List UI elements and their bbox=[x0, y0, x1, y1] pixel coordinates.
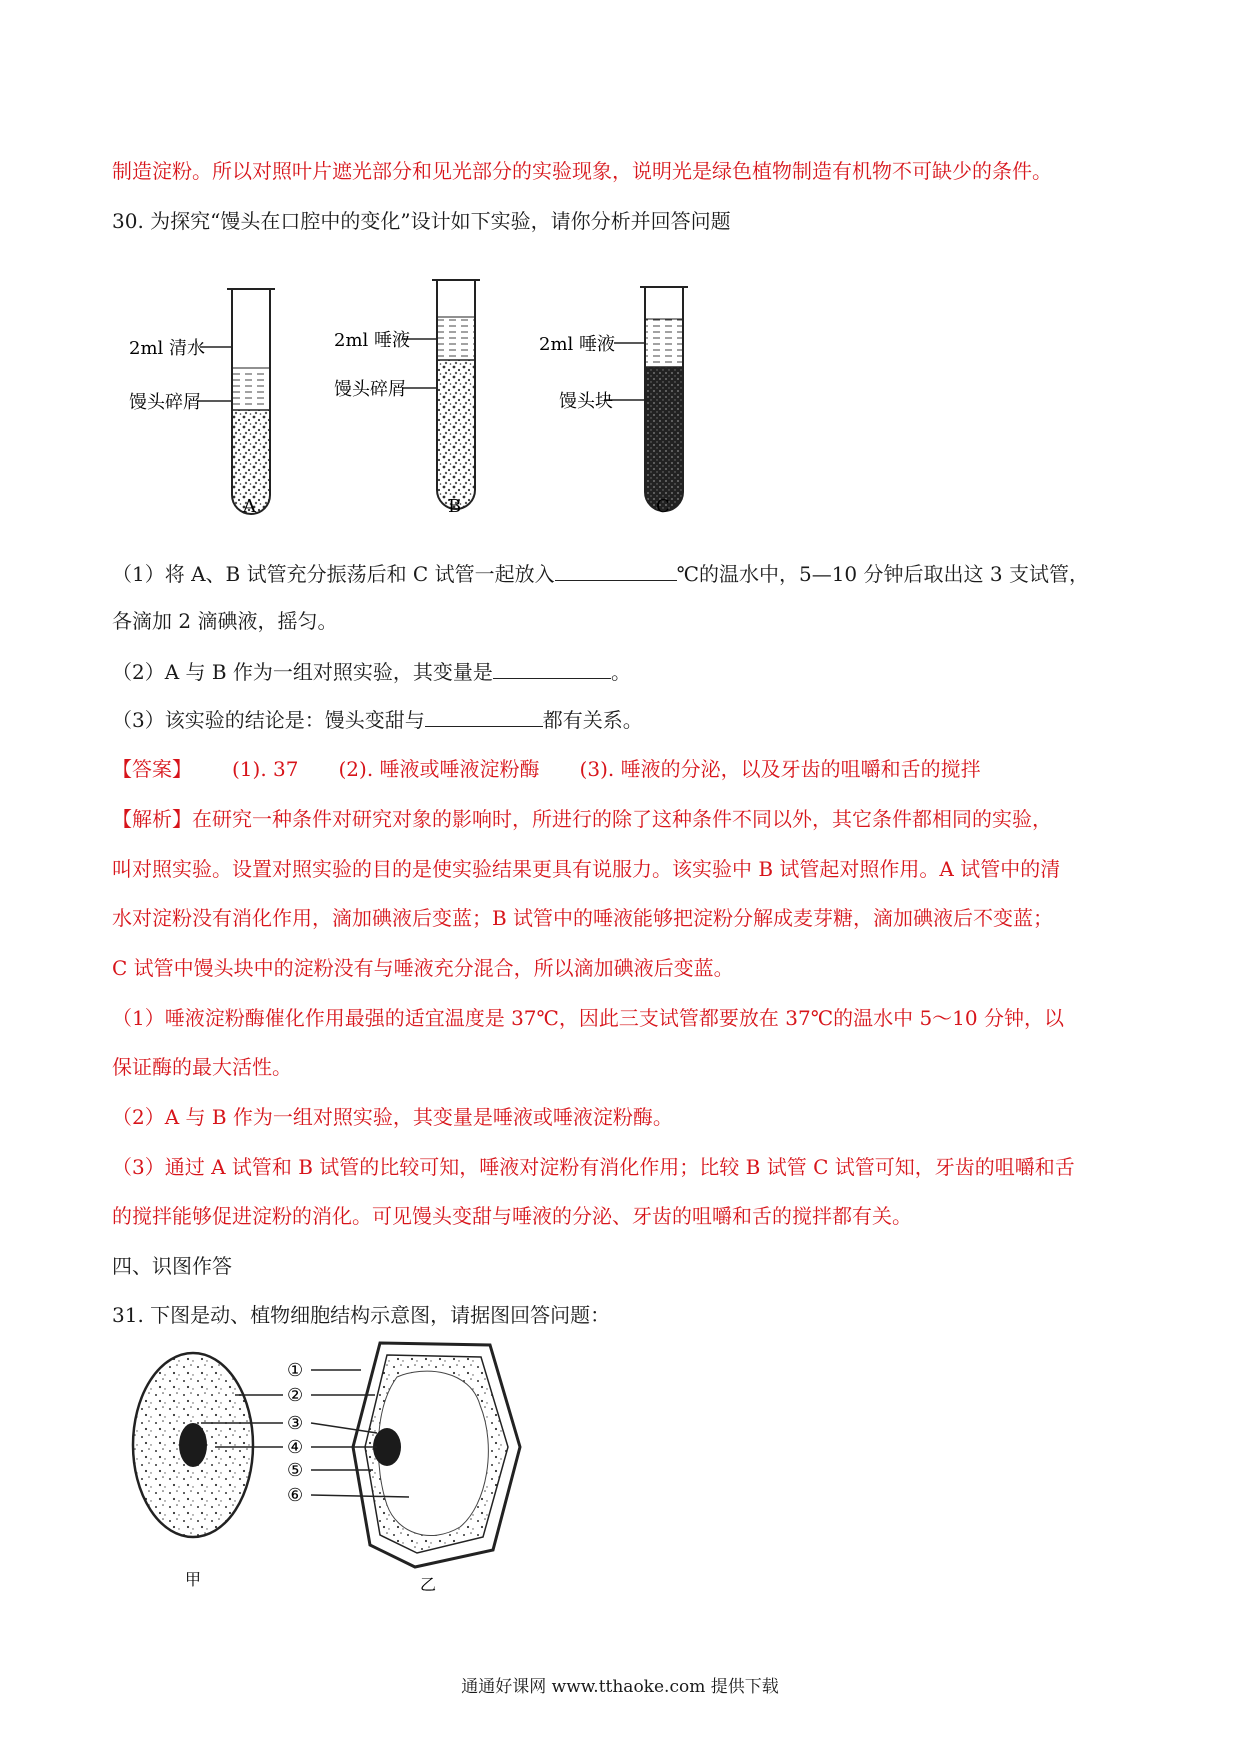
q30-sub1-line1 bbox=[112, 560, 1089, 587]
q30-sub1-text-b: ℃的温水中，5—10 分钟后取出这 3 支试管， bbox=[676, 562, 1089, 586]
animal-cell bbox=[133, 1353, 253, 1537]
analysis-line-4: C 试管中馒头块中的淀粉没有与唾液充分混合，所以滴加碘液后变蓝。 bbox=[112, 956, 734, 980]
tube-a-solid-label: 馒头碎屑 bbox=[129, 392, 201, 413]
tube-b-letter: B bbox=[448, 496, 462, 517]
section-4-heading: 四、识图作答 bbox=[112, 1254, 232, 1278]
q30-sub3-text-b: 都有关系。 bbox=[542, 708, 643, 732]
analysis-line-7: （2）A 与 B 作为一组对照实验，其变量是唾液或唾液淀粉酶。 bbox=[112, 1105, 673, 1129]
marker-1: ① bbox=[287, 1360, 304, 1381]
answer-tag: 【答案】 bbox=[112, 757, 192, 781]
marker-3: ③ bbox=[287, 1413, 304, 1434]
answer-1: (1). 37 bbox=[232, 757, 299, 781]
q30-sub3-blank[interactable] bbox=[425, 706, 543, 727]
q30-stem: 30. 为探究“馒头在口腔中的变化”设计如下实验，请你分析并回答问题 bbox=[112, 209, 731, 233]
tube-c bbox=[604, 287, 688, 511]
plant-cell bbox=[353, 1343, 520, 1567]
marker-5: ⑤ bbox=[287, 1460, 304, 1481]
answer-2: (2). 唾液或唾液淀粉酶 bbox=[338, 757, 540, 781]
tube-b bbox=[402, 280, 480, 509]
q30-sub2-blank[interactable] bbox=[493, 658, 611, 679]
tube-a-liquid-label: 2ml 清水 bbox=[129, 338, 205, 359]
analysis-tag: 【解析】 bbox=[112, 807, 192, 831]
q30-sub1-text-a: （1）将 A、B 试管充分振荡后和 C 试管一起放入 bbox=[112, 562, 555, 586]
animal-cell-label: 甲 bbox=[185, 1570, 202, 1589]
marker-2: ② bbox=[287, 1385, 304, 1406]
marker-4: ④ bbox=[287, 1437, 304, 1458]
analysis-line-9: 的搅拌能够促进淀粉的消化。可见馒头变甜与唾液的分泌、牙齿的咀嚼和舌的搅拌都有关。 bbox=[112, 1204, 912, 1228]
page-footer: 通通好课网 www.tthaoke.com 提供下载 bbox=[461, 1677, 779, 1697]
tube-c-solid-label: 馒头块 bbox=[559, 391, 613, 412]
tube-b-liquid-label: 2ml 唾液 bbox=[334, 330, 410, 351]
q30-sub2 bbox=[112, 658, 631, 685]
q30-sub2-text-b: 。 bbox=[610, 660, 631, 684]
analysis-line-3: 水对淀粉没有消化作用，滴加碘液后变蓝；B 试管中的唾液能够把淀粉分解成麦芽糖，滴加碘液后不变蓝； bbox=[112, 906, 1054, 930]
cell-diagram bbox=[125, 1335, 525, 1600]
tube-b-solid-label: 馒头碎屑 bbox=[334, 379, 406, 400]
answer-line bbox=[112, 756, 981, 782]
analysis-line-2: 叫对照实验。设置对照实验的目的是使实验结果更具有说服力。该实验中 B 试管起对照作用。A 试管中的清 bbox=[112, 857, 1061, 881]
analysis-text-1: 在研究一种条件对研究对象的影响时，所进行的除了这种条件不同以外，其它条件都相同的实验， bbox=[192, 807, 1052, 831]
analysis-line-5: （1）唾液淀粉酶催化作用最强的适宜温度是 37℃，因此三支试管都要放在 37℃的温水中 5～10 分钟，以 bbox=[112, 1006, 1064, 1030]
tube-c-letter: C bbox=[656, 496, 670, 517]
intro-line: 制造淀粉。所以对照叶片遮光部分和见光部分的实验现象，说明光是绿色植物制造有机物不可缺少的条件。 bbox=[112, 159, 1052, 183]
tube-a bbox=[198, 289, 275, 514]
q31-stem: 31. 下图是动、植物细胞结构示意图，请据图回答问题： bbox=[112, 1303, 611, 1327]
test-tube-figure bbox=[112, 275, 732, 525]
analysis-line-8: （3）通过 A 试管和 B 试管的比较可知，唾液对淀粉有消化作用；比较 B 试管 C 试管可知，牙齿的咀嚼和舌 bbox=[112, 1155, 1075, 1179]
q30-sub3 bbox=[112, 706, 643, 733]
analysis-line-1 bbox=[112, 806, 1052, 832]
answer-3: (3). 唾液的分泌，以及牙齿的咀嚼和舌的搅拌 bbox=[579, 757, 981, 781]
tube-a-letter: A bbox=[243, 496, 256, 517]
q30-sub3-text-a: （3）该实验的结论是：馒头变甜与 bbox=[112, 708, 425, 732]
marker-6: ⑥ bbox=[287, 1485, 304, 1506]
tube-c-liquid-label: 2ml 唾液 bbox=[539, 334, 615, 355]
q30-sub2-text-a: （2）A 与 B 作为一组对照实验，其变量是 bbox=[112, 660, 493, 684]
analysis-line-6: 保证酶的最大活性。 bbox=[112, 1055, 292, 1079]
q30-sub1-blank[interactable] bbox=[555, 560, 677, 581]
plant-cell-label: 乙 bbox=[420, 1575, 437, 1594]
q30-sub1-line2: 各滴加 2 滴碘液，摇匀。 bbox=[112, 609, 338, 633]
